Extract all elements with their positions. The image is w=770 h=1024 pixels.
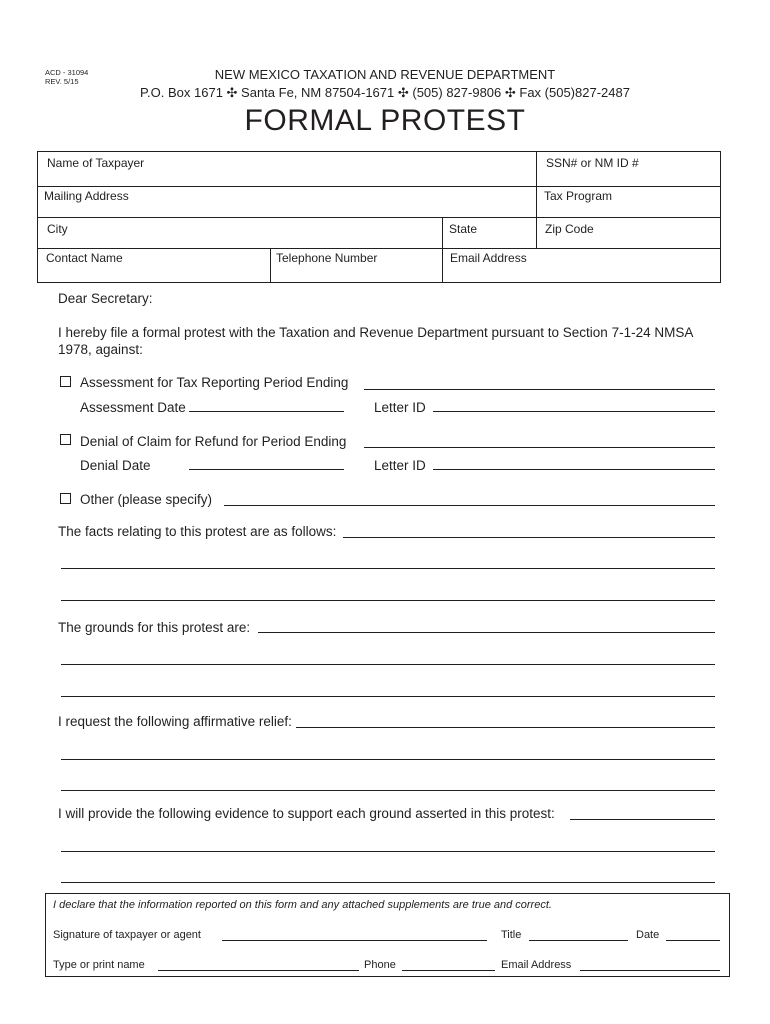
city-field[interactable]: City [47, 222, 68, 236]
signature-label: Signature of taxpayer or agent [53, 929, 201, 941]
declaration-box [45, 893, 730, 977]
ssn-or-nmid-field[interactable]: SSN# or NM ID # [546, 156, 639, 170]
name-of-taxpayer-field[interactable]: Name of Taxpayer [47, 156, 145, 170]
taxpayer-info-table [37, 151, 721, 283]
state-field[interactable]: State [449, 222, 478, 236]
other-label: Other (please specify) [80, 492, 213, 507]
grounds-label: The grounds for this protest are: [58, 620, 251, 635]
facts-label: The facts relating to this protest are as follows: [58, 524, 337, 539]
facts-line[interactable] [343, 537, 715, 538]
table-divider [38, 186, 720, 187]
denial-date-label: Denial Date [80, 458, 151, 473]
print-name-line[interactable] [158, 970, 359, 971]
email-line[interactable] [580, 970, 720, 971]
phone-label: Phone [364, 959, 396, 971]
denial-checkbox[interactable] [60, 434, 71, 445]
agency-address: P.O. Box 1671 ✣ Santa Fe, NM 87504-1671 ✣ (505) 827-9806 ✣ Fax (505)827-2487 [140, 85, 630, 100]
other-checkbox[interactable] [60, 493, 71, 504]
tax-program-field[interactable]: Tax Program [544, 189, 613, 203]
page-title: FORMAL PROTEST [244, 104, 526, 137]
letter-id-line[interactable] [433, 469, 715, 470]
declaration-statement: I declare that the information reported on this form and any attached supplements are true and correct. [53, 899, 552, 911]
relief-line[interactable] [61, 759, 715, 760]
table-divider [536, 152, 537, 248]
form-number: ACD - 31094 [45, 68, 89, 77]
grounds-line[interactable] [61, 696, 715, 697]
phone-line[interactable] [402, 970, 495, 971]
salutation: Dear Secretary: [58, 291, 153, 306]
denial-period-line[interactable] [364, 447, 715, 448]
contact-name-field[interactable]: Contact Name [46, 251, 123, 265]
table-divider [38, 248, 720, 249]
letter-id-line[interactable] [433, 411, 715, 412]
facts-line[interactable] [61, 600, 715, 601]
table-divider [270, 248, 271, 283]
assessment-date-label: Assessment Date [80, 400, 186, 415]
evidence-line[interactable] [570, 819, 715, 820]
denial-date-line[interactable] [189, 469, 344, 470]
print-name-label: Type or print name [53, 959, 145, 971]
zip-code-field[interactable]: Zip Code [545, 222, 594, 236]
email-address-field[interactable]: Email Address [450, 251, 527, 265]
relief-line[interactable] [61, 790, 715, 791]
denial-label: Denial of Claim for Refund for Period Ending [80, 434, 347, 449]
assessment-checkbox[interactable] [60, 376, 71, 387]
date-line[interactable] [666, 940, 720, 941]
letter-id-label: Letter ID [374, 400, 426, 415]
email-label: Email Address [501, 959, 572, 971]
table-divider [38, 217, 720, 218]
other-specify-line[interactable] [224, 505, 715, 506]
assessment-date-line[interactable] [189, 411, 344, 412]
evidence-line[interactable] [61, 851, 715, 852]
mailing-address-field[interactable]: Mailing Address [44, 189, 129, 203]
relief-line[interactable] [296, 727, 715, 728]
title-label: Title [501, 929, 522, 941]
grounds-line[interactable] [258, 632, 715, 633]
relief-label: I request the following affirmative relief: [58, 714, 292, 729]
telephone-number-field[interactable]: Telephone Number [276, 251, 378, 265]
intro-line-1: I hereby file a formal protest with the Taxation and Revenue Department pursuant to Section 7-1-24 NMSA [58, 325, 694, 340]
facts-line[interactable] [61, 568, 715, 569]
assessment-period-line[interactable] [364, 389, 715, 390]
letter-id-label: Letter ID [374, 458, 426, 473]
date-label: Date [636, 929, 660, 941]
signature-line[interactable] [222, 940, 487, 941]
agency-name: NEW MEXICO TAXATION AND REVENUE DEPARTMENT [214, 67, 556, 82]
assessment-label: Assessment for Tax Reporting Period Ending [80, 375, 349, 390]
evidence-label: I will provide the following evidence to support each ground asserted in this protest: [58, 806, 555, 821]
title-line[interactable] [529, 940, 628, 941]
form-revision: REV. 5/15 [45, 77, 79, 86]
table-divider [442, 217, 443, 283]
evidence-line[interactable] [61, 882, 715, 883]
intro-line-2: 1978, against: [58, 342, 143, 357]
grounds-line[interactable] [61, 664, 715, 665]
